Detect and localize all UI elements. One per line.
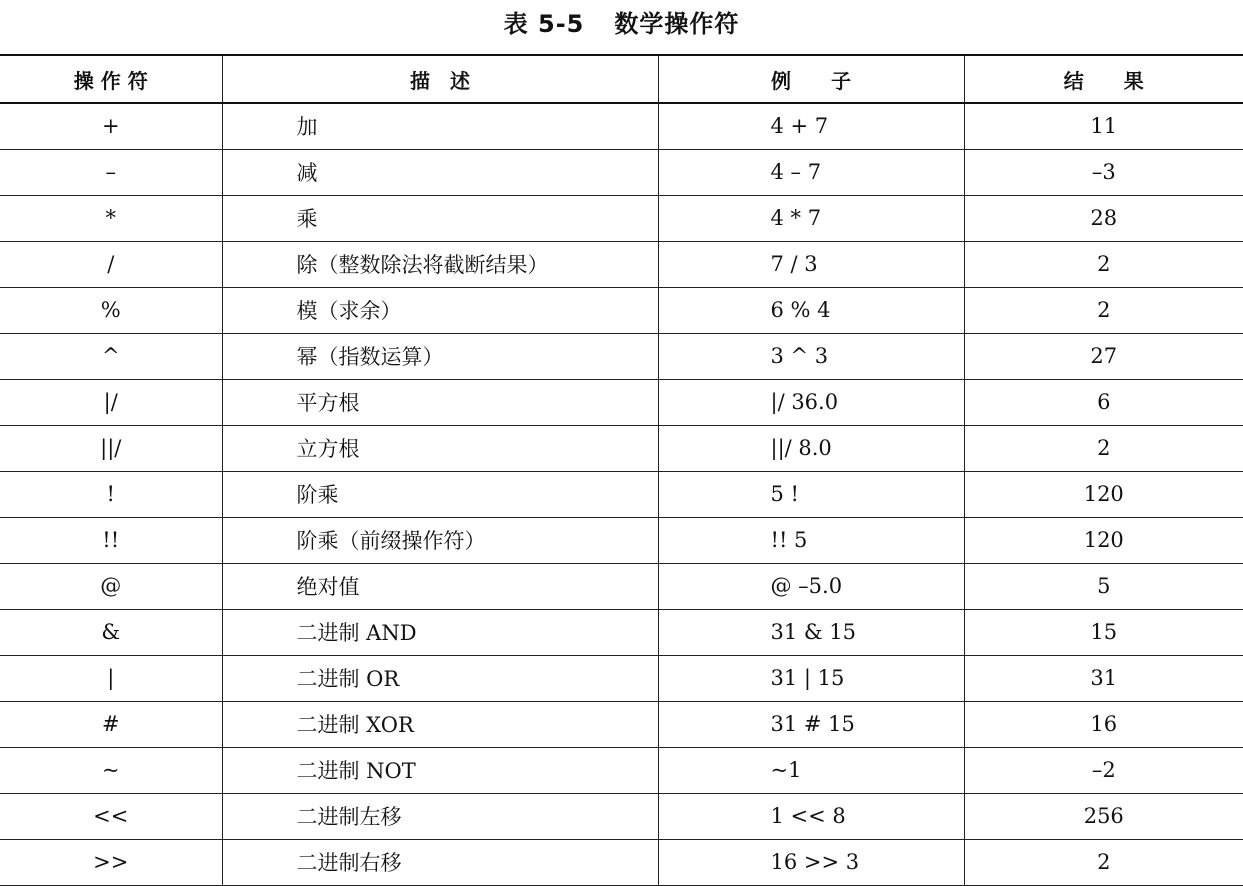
example-cell: 4 + 7	[658, 103, 964, 149]
math-operators-table	[0, 54, 1243, 886]
table-header	[0, 55, 1243, 103]
header-result: 结 果	[964, 55, 1243, 103]
table-row	[0, 241, 1243, 287]
description-cell: 阶乘	[222, 471, 658, 517]
result-cell: 11	[964, 103, 1243, 149]
result-cell: 2	[964, 241, 1243, 287]
operator-cell: >>	[0, 839, 222, 885]
result-cell: 2	[964, 287, 1243, 333]
description-cell: 绝对值	[222, 563, 658, 609]
table-row	[0, 103, 1243, 149]
description-cell: 立方根	[222, 425, 658, 471]
example-cell: @ –5.0	[658, 563, 964, 609]
table-row	[0, 287, 1243, 333]
description-cell: 加	[222, 103, 658, 149]
description-cell: 平方根	[222, 379, 658, 425]
description-cell: 二进制右移	[222, 839, 658, 885]
operator-cell: @	[0, 563, 222, 609]
operator-cell: !!	[0, 517, 222, 563]
result-cell: 120	[964, 471, 1243, 517]
operator-cell: %	[0, 287, 222, 333]
example-cell: 4 – 7	[658, 149, 964, 195]
header-row	[0, 55, 1243, 103]
operator-cell: +	[0, 103, 222, 149]
operator-cell: /	[0, 241, 222, 287]
example-cell: ~1	[658, 747, 964, 793]
table-row	[0, 379, 1243, 425]
table-body	[0, 103, 1243, 885]
table-row	[0, 149, 1243, 195]
example-cell: 3 ^ 3	[658, 333, 964, 379]
operator-cell: *	[0, 195, 222, 241]
description-cell: 二进制 AND	[222, 609, 658, 655]
operator-cell: <<	[0, 793, 222, 839]
result-cell: –2	[964, 747, 1243, 793]
description-cell: 二进制 OR	[222, 655, 658, 701]
example-cell: 31 & 15	[658, 609, 964, 655]
result-cell: 16	[964, 701, 1243, 747]
header-description: 描 述	[222, 55, 658, 103]
description-cell: 二进制 XOR	[222, 701, 658, 747]
header-operator: 操 作 符	[0, 55, 222, 103]
table-number: 表 5-5	[503, 10, 585, 38]
table-row	[0, 655, 1243, 701]
operator-cell: ^	[0, 333, 222, 379]
example-cell: |/ 36.0	[658, 379, 964, 425]
table-row	[0, 839, 1243, 885]
table-row	[0, 701, 1243, 747]
example-cell: 31 # 15	[658, 701, 964, 747]
description-cell: 减	[222, 149, 658, 195]
operator-cell: –	[0, 149, 222, 195]
description-cell: 幂（指数运算）	[222, 333, 658, 379]
result-cell: 28	[964, 195, 1243, 241]
result-cell: –3	[964, 149, 1243, 195]
example-cell: 4 * 7	[658, 195, 964, 241]
example-cell: !! 5	[658, 517, 964, 563]
operator-cell: &	[0, 609, 222, 655]
description-cell: 二进制 NOT	[222, 747, 658, 793]
header-example: 例 子	[658, 55, 964, 103]
result-cell: 31	[964, 655, 1243, 701]
example-cell: 7 / 3	[658, 241, 964, 287]
operator-cell: |/	[0, 379, 222, 425]
result-cell: 6	[964, 379, 1243, 425]
table-row	[0, 471, 1243, 517]
description-cell: 乘	[222, 195, 658, 241]
table-row	[0, 333, 1243, 379]
operator-cell: |	[0, 655, 222, 701]
description-cell: 阶乘（前缀操作符）	[222, 517, 658, 563]
example-cell: 6 % 4	[658, 287, 964, 333]
description-cell: 二进制左移	[222, 793, 658, 839]
table-row	[0, 517, 1243, 563]
table-row	[0, 609, 1243, 655]
example-cell: 5 !	[658, 471, 964, 517]
example-cell: 1 << 8	[658, 793, 964, 839]
operator-cell: #	[0, 701, 222, 747]
result-cell: 256	[964, 793, 1243, 839]
operator-cell: ||/	[0, 425, 222, 471]
table-row	[0, 563, 1243, 609]
operator-cell: !	[0, 471, 222, 517]
table-row	[0, 793, 1243, 839]
table-row	[0, 747, 1243, 793]
description-cell: 除（整数除法将截断结果）	[222, 241, 658, 287]
table-title: 数学操作符	[614, 10, 740, 38]
description-cell: 模（求余）	[222, 287, 658, 333]
result-cell: 27	[964, 333, 1243, 379]
result-cell: 2	[964, 425, 1243, 471]
table-row	[0, 425, 1243, 471]
result-cell: 2	[964, 839, 1243, 885]
result-cell: 15	[964, 609, 1243, 655]
result-cell: 120	[964, 517, 1243, 563]
table-caption	[0, 6, 1243, 42]
table-row	[0, 195, 1243, 241]
example-cell: ||/ 8.0	[658, 425, 964, 471]
result-cell: 5	[964, 563, 1243, 609]
example-cell: 16 >> 3	[658, 839, 964, 885]
example-cell: 31 | 15	[658, 655, 964, 701]
operator-cell: ~	[0, 747, 222, 793]
